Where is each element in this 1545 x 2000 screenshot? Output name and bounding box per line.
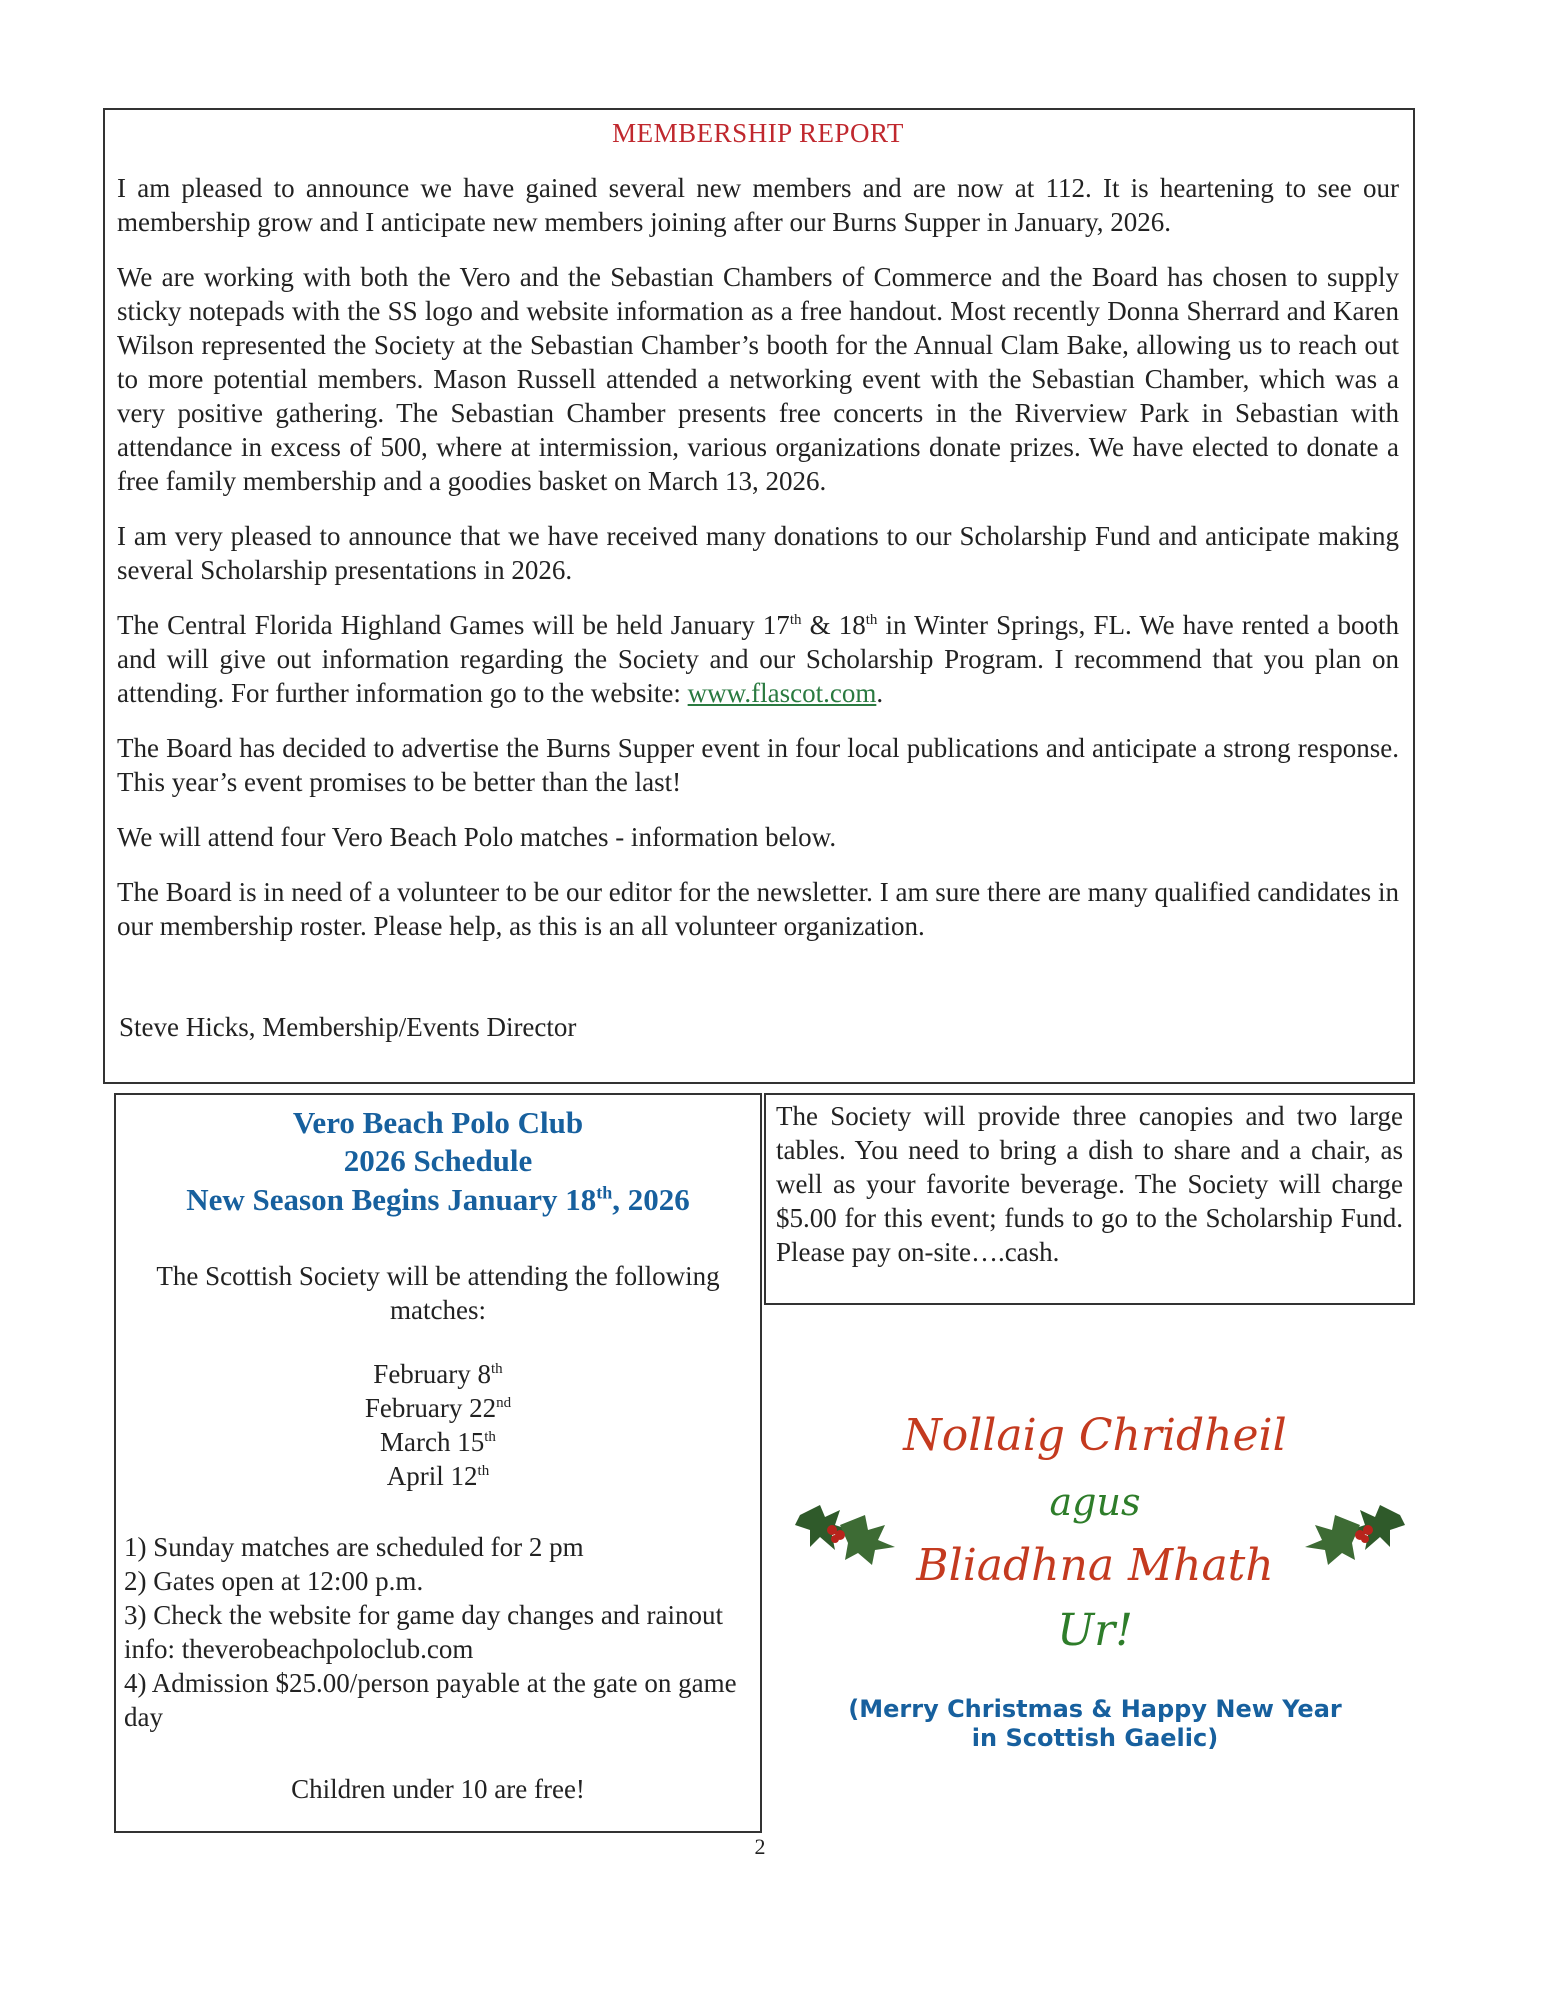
polo-rule: 1) Sunday matches are scheduled for 2 pm [124, 1532, 584, 1562]
polo-rule: 3) Check the website for game day changes and rainout info: theverobeachpoloclub.com [124, 1600, 724, 1664]
greeting-translation-2: in Scottish Gaelic) [971, 1724, 1219, 1752]
membership-report-title: MEMBERSHIP REPORT [612, 118, 904, 148]
polo-rule: 2) Gates open at 12:00 p.m. [124, 1566, 424, 1596]
greeting-line-4: Ur! [1057, 1605, 1133, 1656]
greeting-line-1: Nollaig Chridheil [903, 1410, 1287, 1461]
society-info-box [764, 1093, 1415, 1305]
children-free-note: Children under 10 are free! [291, 1774, 585, 1804]
polo-rules-list [124, 1530, 740, 1734]
date-text: February 22 [364, 1393, 497, 1423]
signature: Steve Hicks, Membership/Events Director [119, 1012, 577, 1042]
sup-th: th [865, 612, 878, 628]
polo-dates-list [116, 1357, 760, 1493]
membership-paragraph-3: I am very pleased to announce that we have received many donations to our Scholarship Fund and anticipate making several Scholarship presentations in 2026. [117, 521, 1399, 585]
greeting-translation-1: (Merry Christmas & Happy New Year [848, 1695, 1342, 1723]
date-sup: th [484, 1429, 496, 1445]
membership-paragraph-5: The Board has decided to advertise the Burns Supper event in four local publications and anticipate a strong response. This year’s event promises to be better than the last! [117, 733, 1399, 797]
highland-games-text-b: & 18 [801, 610, 866, 640]
membership-paragraph-4 [117, 608, 1399, 710]
membership-paragraph-2: We are working with both the Vero and the Sebastian Chambers of Commerce and the Board has chosen to supply sticky notepads with the SS logo and website information as a free handout. Most recently Donna Sherrard and Karen Wilson represented the Society at the Sebastian Chamber’s booth for the Annual Clam Bake, allowing us to reach out to more potential members. Mason Russell attended a networking event with the Sebastian Chamber, which was a very positive gathering. The Sebastian Chamber presents free concerts in the Riverview Park in Sebastian with attendance in excess of 500, where at intermission, various organizations donate prizes. We have elected to donate a free family membership and a goodies basket on March 13, 2026. [117, 262, 1399, 496]
membership-paragraph-7: The Board is in need of a volunteer to be our editor for the newsletter. I am sure there are many qualified candidates in our membership roster. Please help, as this is an all volunteer organization. [117, 877, 1399, 941]
polo-rule: 4) Admission $25.00/person payable at the gate on game day [124, 1668, 737, 1732]
polo-season-start [116, 1182, 760, 1218]
highland-games-text-a: The Central Florida Highland Games will be held January 17 [117, 610, 790, 640]
polo-title: Vero Beach Polo Club [292, 1105, 584, 1140]
season-start-text: New Season Begins January 18 [186, 1182, 597, 1217]
season-start-year: , 2026 [612, 1182, 690, 1217]
membership-report-box [103, 108, 1415, 1084]
polo-date [116, 1459, 760, 1493]
date-text: February 8 [373, 1359, 492, 1389]
greeting-line-2: agus [1049, 1480, 1141, 1524]
polo-schedule-box [114, 1093, 762, 1833]
date-text: March 15 [380, 1427, 485, 1457]
sup-th: th [789, 612, 802, 628]
sup-th: th [596, 1182, 613, 1203]
polo-date [116, 1391, 760, 1425]
highland-games-text-c: in Winter Springs, FL. We have rented a booth and will give out information regarding the Society and our Scholarship Program. I recommend that you plan on attending. For further information go to the website: [117, 610, 1399, 708]
period: . [876, 678, 884, 708]
polo-intro: The Scottish Society will be attending the following matches: [156, 1261, 720, 1325]
date-sup: th [491, 1361, 503, 1377]
date-sup: th [477, 1463, 490, 1479]
flascot-link[interactable]: www.flascot.com [687, 678, 877, 708]
membership-paragraph-1: I am pleased to announce we have gained several new members and are now at 112. It is heartening to see our membership grow and I anticipate new members joining after our Burns Supper in January, 2026. [117, 173, 1399, 237]
page-number: 2 [754, 1834, 766, 1859]
polo-date [116, 1425, 760, 1459]
society-info-text: The Society will provide three canopies and two large tables. You need to bring a dish to share and a chair, as well as your favorite beverage. The Society will charge $5.00 for this event; funds to go to the Scholarship Fund. Please pay on-site….cash. [776, 1101, 1403, 1267]
polo-schedule-year: 2026 Schedule [343, 1143, 533, 1178]
date-text: April 12 [386, 1461, 478, 1491]
greeting-line-3: Bliadhna Mhath [916, 1540, 1274, 1591]
polo-date [116, 1357, 760, 1391]
membership-paragraph-6: We will attend four Vero Beach Polo matches - information below. [117, 822, 837, 852]
date-sup: nd [496, 1395, 512, 1411]
